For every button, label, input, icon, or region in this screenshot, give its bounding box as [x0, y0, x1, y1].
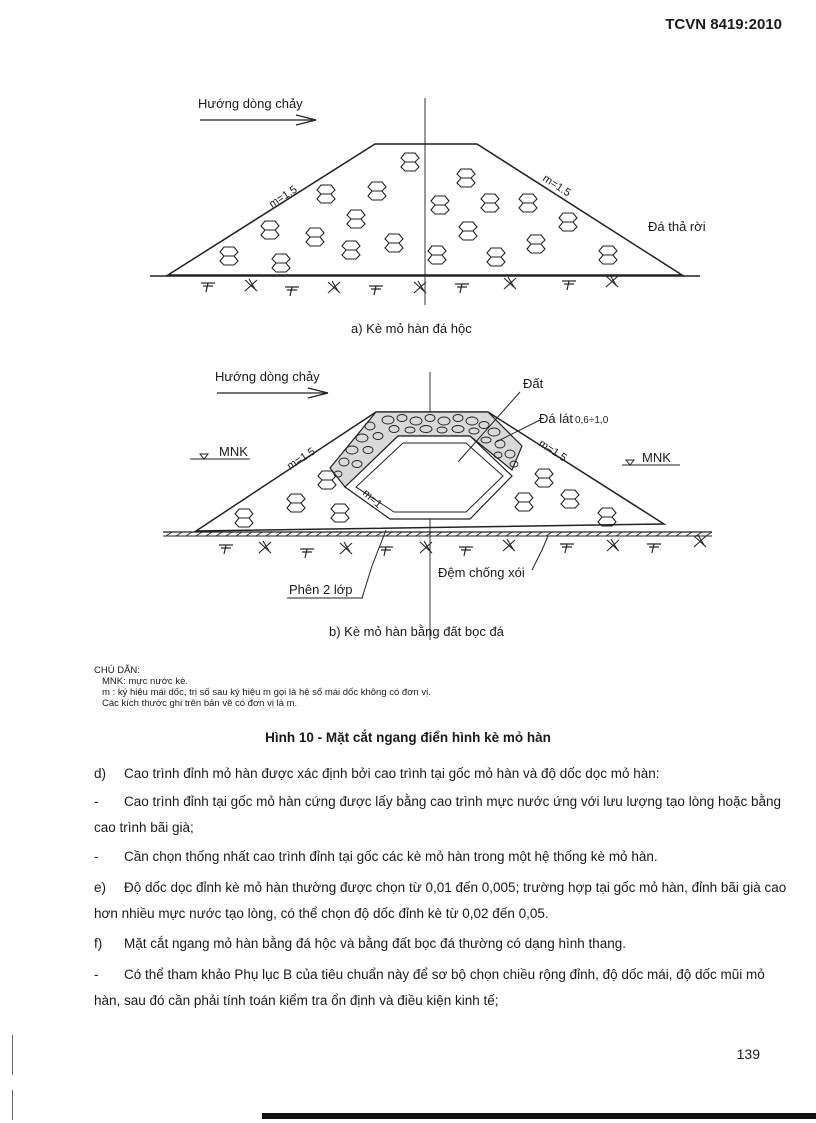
paragraph-d2 [94, 844, 794, 870]
slope-label-right-b: m=1.5 [536, 437, 569, 465]
paving-stone-label: Đá lát 0,6÷1,0 [539, 411, 609, 426]
ground-hatch-b [219, 535, 706, 558]
flow-arrow-a [200, 115, 316, 125]
figure-title: Hình 10 - Mặt cắt ngang điển hình kè mỏ hàn [265, 730, 551, 745]
note-item: m : ký hiệu mái dốc, trị số sau ký hiệu m gọi là hệ số mái dốc không có đơn vị. [102, 687, 431, 698]
slope-label-inner-b: m=1 [359, 487, 385, 511]
mattress-label: Đệm chống xói [438, 565, 525, 580]
water-level-label-right: MNK [642, 450, 671, 465]
paragraph-text: Cao trình đỉnh tại gốc mỏ hàn cứng được lấy bằng cao trình mực nước ứng với lưu lượng tạo lòng hoặc bằng cao trình bãi già; [94, 794, 782, 835]
flow-direction-label-b: Hướng dòng chảy [215, 369, 320, 384]
scan-edge-bar [262, 1113, 816, 1119]
flow-arrow-b [217, 388, 328, 398]
page-number: 139 [736, 1046, 760, 1062]
paragraph-d1 [94, 789, 794, 841]
item-label: f) [94, 936, 103, 951]
filter-label: Phên 2 lớp [289, 582, 353, 597]
note-item: MNK: mực nước kè. [102, 676, 188, 687]
paragraph-text: Mặt cắt ngang mỏ hàn bằng đá hộc và bằng đất bọc đá thường có dạng hình thang. [124, 936, 627, 951]
figure-b [163, 369, 712, 640]
slope-label-left-b: m=1.5 [285, 445, 318, 473]
scan-margin-line [12, 1090, 13, 1120]
figure-a [150, 96, 706, 336]
slope-label-left-a: m=1.5 [267, 183, 300, 211]
ground-hatch-a [201, 275, 618, 296]
paragraph-text: Cao trình đỉnh mỏ hàn được xác định bởi cao trình tại gốc mỏ hàn và độ dốc dọc mỏ hàn: [124, 766, 660, 781]
paragraph-text: Cần chọn thống nhất cao trình đỉnh tại gốc các kè mỏ hàn trong một hệ thống kè mỏ hàn. [124, 849, 658, 864]
filter-leader [362, 530, 386, 598]
item-label: e) [94, 880, 107, 895]
paragraph-text: Độ dốc dọc đỉnh kè mỏ hàn thường được chọn từ 0,01 đến 0,005; trường hợp tại gốc mỏ hàn, đỉnh bãi già cao hơn nhiều mực nước tạo lòng, có thể chọn độ dốc đỉnh kè từ 0,02 đến 0,05. [94, 880, 787, 921]
paragraph-f1 [94, 962, 794, 1014]
paragraph-d [94, 761, 794, 787]
dash-marker: - [94, 967, 99, 982]
figure-notes [94, 665, 431, 709]
caption-b: b) Kè mỏ hàn bằng đất bọc đá [329, 624, 504, 639]
earth-label: Đất [523, 376, 544, 391]
ground-layer-b [163, 532, 712, 536]
note-item: Các kích thước ghi trên bản vẽ có đơn vị là m. [102, 698, 298, 709]
flow-direction-label-a: Hướng dòng chảy [198, 96, 303, 111]
paragraph-f [94, 931, 794, 957]
standard-code: TCVN 8419:2010 [665, 16, 782, 33]
rock-fill-label: Đá thả rời [648, 219, 706, 234]
notes-heading: CHÚ DẪN: [94, 665, 140, 676]
water-level-label-left: MNK [219, 444, 248, 459]
riprap-stones-a [220, 153, 617, 272]
scan-margin-line [12, 1035, 13, 1075]
item-label: d) [94, 766, 107, 781]
paragraph-e [94, 875, 794, 927]
mattress-leader [532, 536, 548, 570]
caption-a: a) Kè mỏ hàn đá hộc [351, 321, 472, 336]
dash-marker: - [94, 794, 99, 809]
dash-marker: - [94, 849, 99, 864]
paragraph-text: Có thể tham khảo Phụ lục B của tiêu chuẩn này để sơ bộ chọn chiều rộng đỉnh, độ dốc mái, độ dốc mũi mỏ hàn, sau đó cần phải tính toán kiểm tra ổn định và điều kiện kinh tế; [94, 967, 765, 1008]
slope-label-right-a: m=1.5 [540, 172, 573, 200]
